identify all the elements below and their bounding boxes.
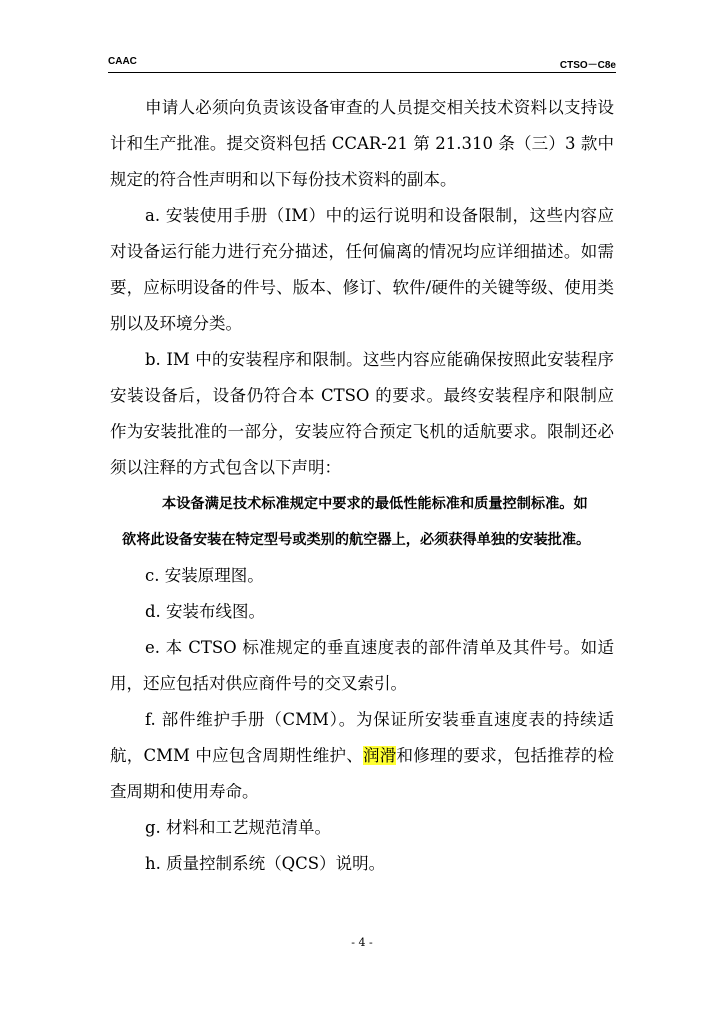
header-org: CAAC — [108, 56, 137, 67]
required-statement-line2: 欲将此设备安装在特定型号或类别的航空器上，必须获得单独的安装批准。 — [122, 532, 591, 548]
item-b: b. IM 中的安装程序和限制。这些内容应能确保按照此安装程序安装设备后，设备仍符合本 CTSO 的要求。最终安装程序和限制应作为安装批准的一部分，安装应符合预定飞机的适航要求。限制还必须以注释的方式包含以下声明： — [110, 350, 614, 477]
item-f-text-start: f. 部件维护手册（CMM）。为保证所安装垂直速度表的持续适航，CMM 中应包含周期性维护、 — [110, 710, 614, 765]
intro-paragraph: 申请人必须向负责该设备审查的人员提交相关技术资料以支持设计和生产批准。提交资料包括 CCAR-21 第 21.310 条（三）3 款中规定的符合性声明和以下每份技术资料的副本。 — [110, 98, 614, 189]
item-f — [110, 702, 614, 810]
item-f-text-end: 和修理的要求，包括推荐的检查周期和使用寿命。 — [110, 746, 615, 801]
required-statement — [110, 486, 614, 558]
document-body — [110, 90, 614, 882]
header-doc-id: CTSO－C8e — [559, 60, 616, 71]
item-h: h. 质量控制系统（QCS）说明。 — [145, 854, 386, 873]
item-g: g. 材料和工艺规范清单。 — [145, 818, 332, 837]
page-header — [108, 52, 616, 73]
item-d: d. 安装布线图。 — [145, 602, 266, 621]
item-e: e. 本 CTSO 标准规定的垂直速度表的部件清单及其件号。如适用，还应包括对供应商件号的交叉索引。 — [110, 638, 614, 693]
item-a: a. 安装使用手册（IM）中的运行说明和设备限制，这些内容应对设备运行能力进行充分描述，任何偏离的情况均应详细描述。如需要，应标明设备的件号、版本、修订、软件/硬件的关键等级、使用类别以及环境分类。 — [110, 206, 614, 333]
highlighted-word: 润滑 — [362, 746, 397, 765]
page-number: - 4 - — [351, 936, 373, 949]
item-c: c. 安装原理图。 — [145, 566, 264, 585]
required-statement-line1: 本设备满足技术标准规定中要求的最低性能标准和质量控制标准。如 — [162, 496, 588, 512]
